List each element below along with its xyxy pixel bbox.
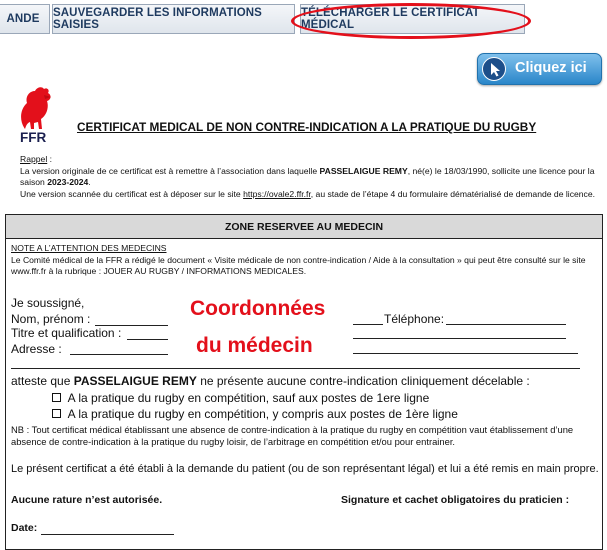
telephone-label: Téléphone: — [384, 312, 445, 326]
adresse-label: Adresse : — [11, 342, 62, 356]
full-width-field[interactable] — [11, 368, 580, 369]
adresse-field[interactable] — [70, 354, 168, 355]
zone-header: ZONE RESERVEE AU MEDECIN — [5, 214, 603, 239]
signature-label: Signature et cachet obligatoires du praticien : — [341, 494, 570, 506]
atteste-name: PASSELAIGUE REMY — [73, 374, 197, 388]
note-heading: NOTE A L’ATTENTION DES MEDECINS — [11, 243, 167, 253]
extra-field-1[interactable] — [353, 338, 566, 339]
ovale-link[interactable]: https://ovale2.ffr.fr — [243, 188, 311, 199]
document-title: CERTIFICAT MEDICAL DE NON CONTRE-INDICATION A LA PRATIQUE DU RUGBY — [77, 120, 537, 134]
option-2[interactable] — [52, 407, 458, 421]
titre-label: Titre et qualification : — [11, 326, 122, 340]
rappel-p2-text: Une version scannée du certificat est à déposer sur le site — [20, 188, 244, 199]
tab-bar — [0, 0, 607, 40]
option-1[interactable] — [52, 391, 429, 405]
cliquez-ici-label: Cliquez ici — [515, 60, 587, 76]
cliquez-ici-button[interactable] — [477, 53, 602, 85]
tab-download-certificate[interactable]: TÉLÉCHARGER LE CERTIFICAT MÉDICAL — [300, 4, 525, 34]
atteste-text: atteste que — [11, 374, 74, 388]
rappel-block — [20, 154, 595, 200]
rappel-heading: Rappel — [20, 154, 48, 164]
telephone-field[interactable] — [446, 324, 566, 325]
rappel-paragraph-2 — [20, 189, 595, 201]
rappel-p1-name: PASSELAIGUE REMY — [319, 165, 408, 176]
option-2-label: A la pratique du rugby en compétition, y compris aux postes de 1ère ligne — [67, 407, 458, 421]
rature-text: Aucune rature n’est autorisée. — [11, 494, 163, 506]
rappel-p1-text-b: , né(e) le 18/03/1990, sollicite une licence pour la saison — [20, 165, 595, 187]
nom-label: Nom, prénom : — [11, 312, 91, 326]
atteste-text-b: ne présente aucune contre-indication cliniquement décelable : — [196, 374, 530, 388]
cursor-click-icon — [482, 57, 506, 81]
titre-field[interactable] — [127, 339, 168, 340]
atteste-line — [11, 374, 530, 388]
rappel-paragraph-1 — [20, 166, 595, 189]
rappel-p2-text-b: , au stade de l’étape 4 du formulaire dématérialisé de demande de licence. — [310, 188, 596, 199]
nb-text: NB : Tout certificat médical établissant une absence de contre-indication à la pratique du rugby en compétition vaut établissement d’une absence de contre-indication à la pratique du rugby loisir, de l’arbitrage en compétition et/ou pour entrainer. — [11, 424, 574, 447]
ffr-wordmark: FFR — [20, 130, 47, 145]
rappel-p1-end: . — [88, 177, 91, 187]
coordonnees-overlay-line2: du médecin — [196, 334, 313, 357]
option-1-label: A la pratique du rugby en compétition, sauf aux postes de 1ere ligne — [67, 391, 430, 405]
rappel-colon: : — [47, 154, 53, 164]
note-text: Le Comité médical de la FFR a rédigé le document « Visite médicale de non contre-indication / Aide à la consultation » qui peut être consulté sur le site www.ffr.fr à la rubrique : JOUER AU RUGBY / INFORMATIONS MEDICALES. — [11, 254, 586, 276]
rappel-p1-season: 2023-2024 — [47, 177, 89, 187]
extra-field-2[interactable] — [353, 353, 578, 354]
tab-ande[interactable]: ANDE — [0, 4, 50, 34]
soussigne-label: Je soussigné, — [11, 296, 85, 310]
option-2-checkbox[interactable] — [52, 409, 61, 418]
tab-save-information[interactable]: SAUVEGARDER LES INFORMATIONS SAISIES — [52, 4, 295, 34]
rappel-p1-text: La version originale de ce certificat est à remettre à l’association dans laquelle — [20, 165, 320, 176]
note-block — [11, 243, 596, 278]
etabli-text: Le présent certificat a été établi à la demande du patient (ou de son représentant légal) et lui a été remis en main propre. — [11, 463, 599, 475]
date-field[interactable] — [41, 534, 174, 535]
coordonnees-overlay-line1: Coordonnées — [190, 297, 326, 320]
date-label: Date: — [11, 522, 38, 534]
option-1-checkbox[interactable] — [52, 393, 61, 402]
telephone-prefix-field[interactable] — [353, 324, 383, 325]
